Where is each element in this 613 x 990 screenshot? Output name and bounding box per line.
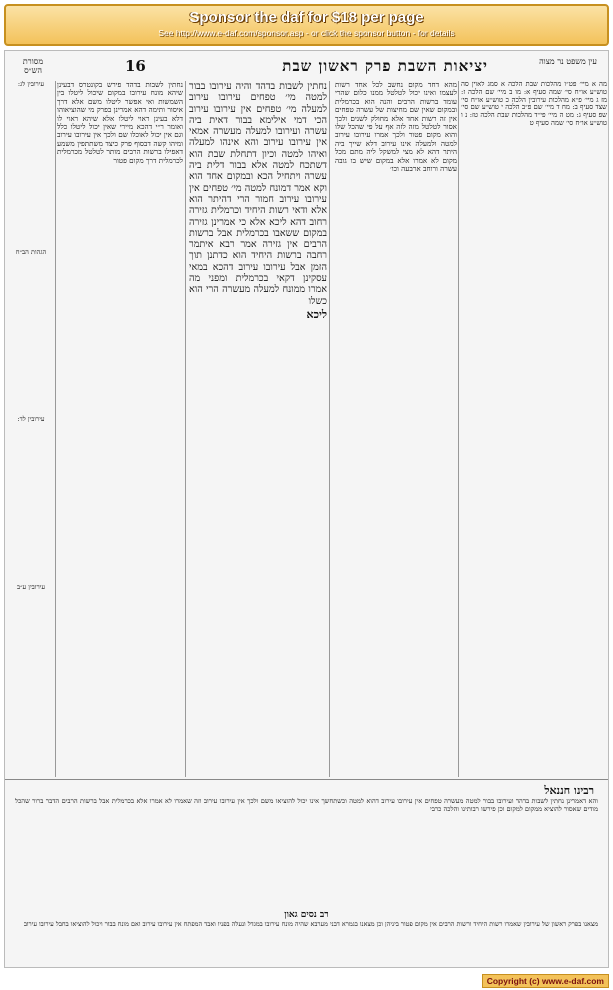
ein-mishpat-text: מה א מיי׳ פט״ו מהלכות שבת הלכה א סמג לאוין סה טוש״ע או״ח סי׳ שמה סעיף א: מו ב מיי׳ שם הלכה ז: מז ג מיי׳ פ״א מהלכות עירובין הלכה כ טוש״ע או״ח סי׳ שצד סעיף ב: מח ד מיי׳ שם פ״ב הלכה י טוש״ע שם סי׳ שפ סעיף ג: מט ה מיי׳ פי״ד מהלכות שבת הלכה טז: נ ו טוש״ע או״ח סי׳ שמה סעיף ט	[461, 81, 607, 127]
rabbeinu-chananel-section	[5, 779, 608, 929]
rashi-text: מהא דחד מקום נחשב לכל אחד רשות לעצמו ואינו יכול לטלטל ממנו כלום שהרי עומד ברשות הרבים והנה הוא בכרמלית ובמקום שאין שם מחיצות של עשרה טפחים אין זה רשות אחד אלא מחולק לשנים ולכך אסור לטלטל מזה לזה אף על פי שהכל שלו והוא מקום פטור ולכך אמרו עירובו עירוב למטה ולמעלה אינו עירוב דלא שייך ביה היתר דהא לא מצי למשקל ליה מתם מכל מקום לא אמרו אלא במקום שיש בו גובה עשרה ורוחב ארבעה וכו׳	[335, 81, 457, 174]
tosafot-text: נחתין לשבות בדהד פירש בקונטרס דבעינן שיהא מונח עירובו במקום שיכול ליטלו בין השמשות ואי אפשר ליטלו משם אלא דרך איסור ותימה דהא אמרינן בפרק מי שהוציאוהו דלא בעינן ראוי ליטלו אלא שיהא ראוי לו ואומר ר״י דהכא מיירי שאין יכול ליטלו כלל וגם אין יכול לאוכלו שם ולכך אין עירובו עירוב ומיהו קשה דבסוף פרק כיצד משתתפין משמע דאפילו ברשות הרבים מותר לטלטל מכרמלית לכרמלית דרך מקום פטור	[57, 81, 183, 165]
sponsor-title[interactable]: Sponsor the daf for $18 per page	[189, 9, 424, 26]
margin-note: עירובין לד:	[17, 415, 45, 423]
gemara-column	[189, 81, 327, 899]
copyright-link[interactable]: Copyright (c) www.e-daf.com	[482, 974, 609, 988]
rabbeinu-text: והא דאמרינן נחתין לשבות בדהד ועירובו בבור למטה מעשרה טפחים אין עירובו עירוב דהוא למטה וכשתחשך אינו יכול להוציאו משם ולכך אין עירובו עירוב וזה שאמרו לא אמרו אלא בכרמלית אבל ברשות הרבים הדבר ברור שהכל מודים שאסור להוציא ממקום למקום וכן פירשו רבותינו והלכה כרבי	[15, 798, 598, 813]
ein-mishpat-heading: עין משפט נר מצוה	[539, 57, 597, 66]
talmud-page	[4, 50, 609, 968]
margin-note: הגהות הב״ח	[15, 247, 47, 256]
page-number: 16	[125, 57, 146, 75]
column-divider	[185, 81, 186, 777]
gemara-text: נחתין לשבות בדהד והיה עירובו בבור למטה מי׳ טפחים עירובו עירוב למעלה מי׳ טפחים אין עירובו עירוב הכי דמי אילימא בבור דאית ביה עשרה ועירובו למעלה מעשרה אמאי אין עירובו עירוב והא אינהו למעלה ואיהו למטה וכיון דתחלת שבת הוא דשתכח למטה אלא בבור דלית ביה עשרה ויתחיל הכא ובמקום אחד הוא וקא אמר דמונח למטה מי׳ טפחים אין עירובו עירוב חמור הרי דהיתר הוא אלא ודאי רשות היחיד וכרמלית גזירה רחוב דהא ליכא אלא כי אמרינן גזירה במקום ששאבו בכרמלית אבל ברשות הרבים אין גזירה אמר רבא איתמר רחבה ברשות היחיד הוא כדתנן תוך הזמן אבל עירובו עירוב דהכא במאי עסקינן דקאי בכרמלית ומפני מה אמרו ממונח למעלה מעשרה הרי הוא כשלו	[189, 81, 327, 307]
column-divider	[55, 81, 56, 777]
rabbeinu-title: רבינו חננאל	[544, 784, 594, 797]
margin-note: עירובין ע״ב	[16, 582, 46, 591]
sponsor-banner[interactable]	[4, 4, 609, 46]
sponsor-subtitle[interactable]: See http://www.e-daf.com/sponsor.asp - or click the sponsor button - for details	[158, 28, 455, 38]
tosafot-column	[57, 81, 183, 899]
column-divider	[458, 81, 459, 777]
rav-nissim-text: מצאנו בפרק ראשון של עירובין שאמרו רשות היחיד ורשות הרבים אין מקום פטור ביניהן וכן מצאנו בגמרא דבני מערבא שהיה מונח עירובו במגדל ונעלה בפניו ואבד המפתח אין עירובו עירוב ואם מונח בבור ויכול להוציאו בחבל עירובו עירוב	[23, 921, 598, 928]
mesorat-heading: מסורת הש״ס	[22, 57, 44, 75]
rashi-column	[335, 81, 457, 899]
ein-mishpat-column	[461, 81, 607, 899]
gemara-lead-word: ליכא	[306, 307, 327, 321]
page-header	[5, 57, 608, 77]
page-title: יציאות השבת פרק ראשון שבת	[282, 57, 488, 75]
column-divider	[329, 81, 330, 777]
margin-notes	[7, 81, 55, 899]
rav-nissim-title: רב נסים גאון	[284, 910, 329, 920]
margin-note: עירובין לג:	[17, 81, 45, 88]
